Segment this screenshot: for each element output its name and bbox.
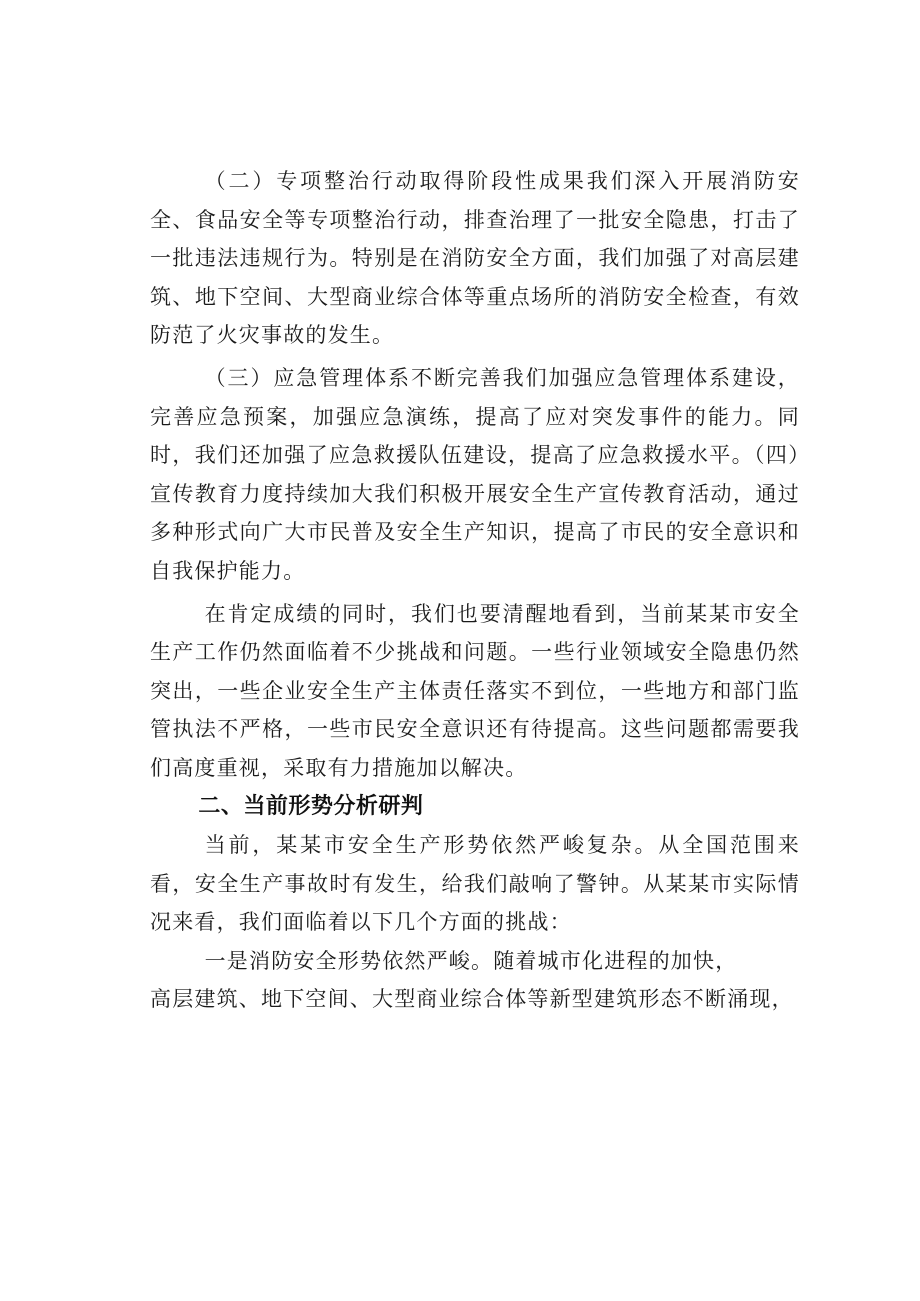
paragraph-emergency-management: （三）应急管理体系不断完善我们加强应急管理体系建设，完善应急预案，加强应急演练，提高了应对突发事件的能力。同时，我们还加强了应急救援队伍建设，提高了应急救援水平。（四）宣传教育力度持续加大我们积极开展安全生产宣传教育活动，通过多种形式向广大市民普及安全生产知识，提高了市民的安全意识和自我保护能力。: [150, 365, 800, 583]
section-heading: 二、当前形势分析研判: [198, 793, 424, 819]
document-body: [150, 162, 800, 1019]
paragraph-special-rectification: （二）专项整治行动取得阶段性成果我们深入开展消防安全、食品安全等专项整治行动，排查治理了一批安全隐患，打击了一批违法违规行为。特别是在消防安全方面，我们加强了对高层建筑、地下空间、大型商业综合体等重点场所的消防安全检查，有效防范了火灾事故的发生。: [150, 169, 800, 348]
paragraph-fire-safety: 一是消防安全形势依然严峻。随着城市化进程的加快，: [204, 948, 738, 973]
paragraph-fire-safety-continued: 高层建筑、地下空间、大型商业综合体等新型建筑形态不断涌现，: [150, 987, 794, 1012]
paragraph-current-situation: 当前，某某市安全生产形势依然严峻复杂。从全国范围来看，安全生产事故时有发生，给我们敲响了警钟。从某某市实际情况来看，我们面临着以下几个方面的挑战：: [150, 833, 800, 935]
paragraph-challenges: 在肯定成绩的同时，我们也要清醒地看到，当前某某市安全生产工作仍然面临着不少挑战和问题。一些行业领域安全隐患仍然突出，一些企业安全生产主体责任落实不到位，一些地方和部门监管执法不严格，一些市民安全意识还有待提高。这些问题都需要我们高度重视，采取有力措施加以解决。: [150, 601, 800, 780]
